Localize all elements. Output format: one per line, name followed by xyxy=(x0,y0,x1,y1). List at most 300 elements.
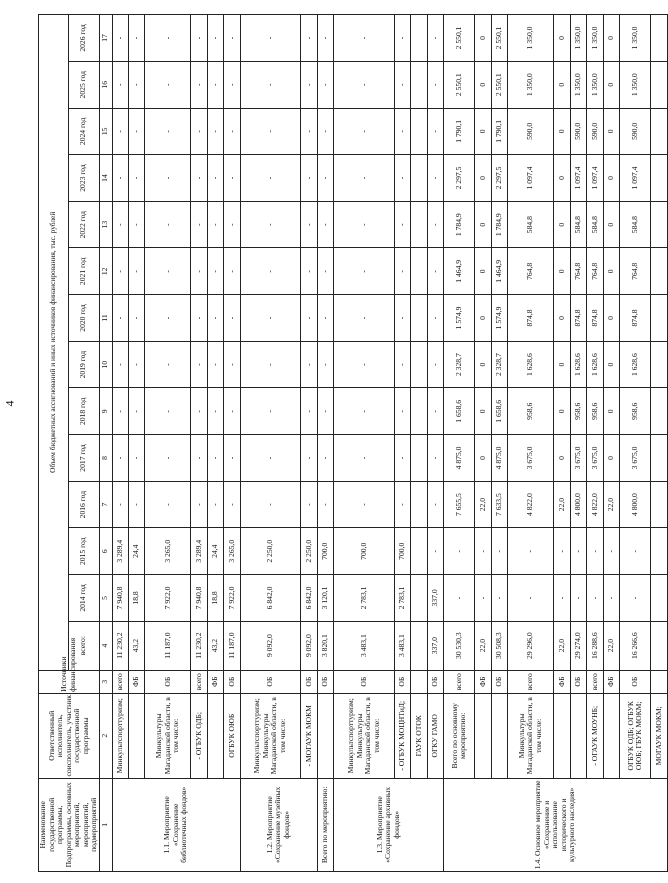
value-cell: - xyxy=(475,575,491,622)
source-cell: ОБ xyxy=(301,670,317,693)
value-cell: 0 xyxy=(603,248,619,295)
value-cell: - xyxy=(394,201,410,248)
value-cell: 2 328,7 xyxy=(491,341,507,388)
value-cell: - xyxy=(334,341,395,388)
value-cell: 2 783,1 xyxy=(394,575,410,622)
value-cell: - xyxy=(145,61,191,108)
value-cell: - xyxy=(145,15,191,62)
value-cell: - xyxy=(394,481,410,528)
value-cell xyxy=(651,575,668,622)
value-cell: - xyxy=(301,388,317,435)
value-cell: - xyxy=(240,201,301,248)
value-cell: 0 xyxy=(554,435,570,482)
value-cell: - xyxy=(112,108,128,155)
value-cell: - xyxy=(224,248,240,295)
value-cell: - xyxy=(145,341,191,388)
value-cell: 1 350,0 xyxy=(508,61,554,108)
value-cell xyxy=(651,481,668,528)
value-cell: - xyxy=(427,388,443,435)
executor-cell: ОГКУ ГАМО xyxy=(427,693,443,778)
value-cell: - xyxy=(427,155,443,202)
value-cell: - xyxy=(240,388,301,435)
column-index: 9 xyxy=(99,388,112,435)
value-cell: - xyxy=(191,15,207,62)
executor-cell: - ОГАУК МОУНБ; xyxy=(587,693,603,778)
value-cell: - xyxy=(317,481,333,528)
table-row xyxy=(491,15,507,872)
value-cell: - xyxy=(301,201,317,248)
value-cell: - xyxy=(427,341,443,388)
value-cell: 43,2 xyxy=(207,621,223,670)
value-cell: - xyxy=(570,575,586,622)
value-cell: 1 350,0 xyxy=(570,61,586,108)
value-cell: - xyxy=(112,248,128,295)
source-cell: ФБ xyxy=(475,670,491,693)
executor-cell: Минкультспорттуризм; xyxy=(112,693,128,778)
value-cell: 0 xyxy=(554,295,570,342)
value-cell: - xyxy=(240,248,301,295)
value-cell: - xyxy=(301,108,317,155)
column-index: 17 xyxy=(99,15,112,62)
column-index: 6 xyxy=(99,528,112,575)
value-cell: - xyxy=(191,61,207,108)
value-cell: - xyxy=(619,528,650,575)
value-cell: 29 274,0 xyxy=(570,621,586,670)
value-cell: 0 xyxy=(603,388,619,435)
value-cell xyxy=(651,341,668,388)
table-row xyxy=(145,15,191,872)
executor-cell: ОГБУК ОДБ; ОГБУК ОЮБ; ГБУК МОКМ; xyxy=(619,693,650,778)
value-cell: 43,2 xyxy=(128,621,144,670)
value-cell: - xyxy=(191,295,207,342)
source-cell: всего xyxy=(112,670,128,693)
value-cell: - xyxy=(207,435,223,482)
value-cell: - xyxy=(444,575,475,622)
column-index: 13 xyxy=(99,201,112,248)
value-cell: 1 790,1 xyxy=(444,108,475,155)
executor-cell xyxy=(317,693,333,778)
value-cell: - xyxy=(224,341,240,388)
value-cell: 2 250,0 xyxy=(301,528,317,575)
value-cell: - xyxy=(224,295,240,342)
value-cell: - xyxy=(207,481,223,528)
value-cell: 0 xyxy=(475,295,491,342)
value-cell: 958,6 xyxy=(587,388,603,435)
value-cell: - xyxy=(334,201,395,248)
value-cell: 584,8 xyxy=(587,201,603,248)
value-cell: 764,8 xyxy=(587,248,603,295)
value-cell: - xyxy=(191,435,207,482)
table-row xyxy=(317,15,333,872)
executor-cell xyxy=(475,693,491,778)
value-cell: 0 xyxy=(475,388,491,435)
value-cell: 0 xyxy=(554,15,570,62)
value-cell: 874,8 xyxy=(570,295,586,342)
value-cell: - xyxy=(128,108,144,155)
value-cell: 0 xyxy=(554,201,570,248)
value-cell xyxy=(651,155,668,202)
value-cell: - xyxy=(427,295,443,342)
header-name: Наименование государственной программы, Подпрограммы, основных мероприятий, мероприятий, подмероприятий xyxy=(39,778,100,871)
value-cell: - xyxy=(427,528,443,575)
table-row xyxy=(554,15,570,872)
section-name: 1.3. Мероприятие «Сохранение архивных фондов» xyxy=(334,778,444,871)
value-cell: - xyxy=(145,295,191,342)
value-cell: - xyxy=(334,15,395,62)
value-cell: 337,0 xyxy=(427,621,443,670)
value-cell: 0 xyxy=(603,155,619,202)
source-cell: всего xyxy=(444,670,475,693)
header-year: 2022 год xyxy=(68,201,99,248)
header-year: всего: xyxy=(68,621,99,670)
value-cell: 584,8 xyxy=(570,201,586,248)
value-cell xyxy=(651,248,668,295)
value-cell: 0 xyxy=(475,61,491,108)
value-cell: 0 xyxy=(475,15,491,62)
executor-cell: Минкультуры Магаданской области, в том числе: xyxy=(145,693,191,778)
value-cell: 18,8 xyxy=(128,575,144,622)
column-index: 2 xyxy=(99,693,112,778)
value-cell: - xyxy=(334,155,395,202)
table-row xyxy=(603,15,619,872)
value-cell: - xyxy=(334,248,395,295)
value-cell xyxy=(411,575,427,622)
value-cell: - xyxy=(334,108,395,155)
value-cell xyxy=(651,108,668,155)
column-index: 4 xyxy=(99,621,112,670)
value-cell: 0 xyxy=(475,108,491,155)
value-cell: - xyxy=(191,341,207,388)
section-name: Всего по мероприятию: xyxy=(317,778,333,871)
value-cell: 3 675,0 xyxy=(570,435,586,482)
value-cell: - xyxy=(112,201,128,248)
executor-cell xyxy=(128,693,144,778)
value-cell: 700,0 xyxy=(394,528,410,575)
value-cell: - xyxy=(128,341,144,388)
value-cell: 1 350,0 xyxy=(570,15,586,62)
value-cell: 0 xyxy=(554,155,570,202)
value-cell: 16 266,6 xyxy=(619,621,650,670)
value-cell: - xyxy=(112,295,128,342)
value-cell: - xyxy=(301,341,317,388)
value-cell xyxy=(411,435,427,482)
value-cell: - xyxy=(301,481,317,528)
value-cell: 11 187,0 xyxy=(145,621,191,670)
value-cell: 2 297,5 xyxy=(491,155,507,202)
value-cell: 16 288,6 xyxy=(587,621,603,670)
value-cell: - xyxy=(301,248,317,295)
value-cell: - xyxy=(112,61,128,108)
value-cell: - xyxy=(317,388,333,435)
value-cell: 764,8 xyxy=(619,248,650,295)
value-cell: - xyxy=(191,481,207,528)
value-cell: - xyxy=(317,435,333,482)
executor-cell: - ОГБУК МОЦНТиД; xyxy=(394,693,410,778)
value-cell: 0 xyxy=(603,435,619,482)
value-cell: - xyxy=(207,61,223,108)
value-cell: - xyxy=(491,575,507,622)
value-cell: - xyxy=(394,155,410,202)
value-cell: 0 xyxy=(603,295,619,342)
value-cell: - xyxy=(128,15,144,62)
value-cell: 1 350,0 xyxy=(619,61,650,108)
value-cell: - xyxy=(145,201,191,248)
source-cell: ОБ xyxy=(334,670,395,693)
executor-cell: Всего по основному мероприятию: xyxy=(444,693,475,778)
value-cell: 1 350,0 xyxy=(508,15,554,62)
value-cell: 3 289,4 xyxy=(191,528,207,575)
column-index: 5 xyxy=(99,575,112,622)
value-cell: - xyxy=(317,108,333,155)
column-index: 10 xyxy=(99,341,112,388)
table-row xyxy=(570,15,586,872)
value-cell: 30 530,3 xyxy=(444,621,475,670)
value-cell: 3 483,1 xyxy=(334,621,395,670)
value-cell: 0 xyxy=(554,388,570,435)
value-cell: - xyxy=(508,575,554,622)
header-year: 2023 год xyxy=(68,155,99,202)
value-cell: - xyxy=(112,481,128,528)
value-cell: 4 822,0 xyxy=(508,481,554,528)
column-index: 8 xyxy=(99,435,112,482)
value-cell: - xyxy=(191,201,207,248)
value-cell xyxy=(651,201,668,248)
value-cell: - xyxy=(508,528,554,575)
value-cell: 7 633,5 xyxy=(491,481,507,528)
table-row xyxy=(651,15,668,872)
value-cell: 24,4 xyxy=(128,528,144,575)
value-cell xyxy=(411,621,427,670)
executor-cell xyxy=(554,693,570,778)
value-cell: 3 820,1 xyxy=(317,621,333,670)
value-cell: - xyxy=(207,201,223,248)
value-cell: - xyxy=(240,295,301,342)
section-name: 1.1. Мероприятие «Сохранение библиотечных фондов» xyxy=(112,778,240,871)
value-cell: - xyxy=(224,61,240,108)
value-cell: - xyxy=(224,15,240,62)
value-cell: 764,8 xyxy=(508,248,554,295)
value-cell: 11 187,0 xyxy=(224,621,240,670)
value-cell: 0 xyxy=(554,61,570,108)
value-cell: - xyxy=(224,201,240,248)
value-cell: 3 265,0 xyxy=(224,528,240,575)
table-row xyxy=(112,15,128,872)
table-row xyxy=(224,15,240,872)
header-source: Источники финансирования xyxy=(39,670,100,693)
value-cell: 7 940,8 xyxy=(112,575,128,622)
value-cell xyxy=(411,388,427,435)
value-cell: 337,0 xyxy=(427,575,443,622)
value-cell: 6 842,0 xyxy=(301,575,317,622)
value-cell: 1 574,9 xyxy=(491,295,507,342)
value-cell: 590,0 xyxy=(508,108,554,155)
value-cell: - xyxy=(317,341,333,388)
value-cell xyxy=(411,481,427,528)
value-cell: - xyxy=(145,108,191,155)
executor-cell: ГАУК ОТОК xyxy=(411,693,427,778)
value-cell: 7 922,0 xyxy=(145,575,191,622)
value-cell: - xyxy=(554,528,570,575)
value-cell: 584,8 xyxy=(508,201,554,248)
executor-cell: ОГБУК ОЮБ xyxy=(224,693,240,778)
value-cell: - xyxy=(112,155,128,202)
table-row xyxy=(619,15,650,872)
value-cell: 2 550,1 xyxy=(491,15,507,62)
value-cell: - xyxy=(112,388,128,435)
value-cell: - xyxy=(603,528,619,575)
value-cell: 1 097,4 xyxy=(619,155,650,202)
value-cell: - xyxy=(145,155,191,202)
value-cell: 0 xyxy=(603,108,619,155)
value-cell: 1 464,9 xyxy=(444,248,475,295)
executor-cell: - МОГАУК МОКМ xyxy=(301,693,317,778)
section-name: 1.4. Основное мероприятие «Сохранение и использование исторического и культурного наследия» xyxy=(444,778,668,871)
value-cell xyxy=(651,295,668,342)
column-index: 16 xyxy=(99,61,112,108)
source-cell xyxy=(651,670,668,693)
value-cell xyxy=(411,295,427,342)
value-cell: - xyxy=(128,61,144,108)
value-cell: 3 289,4 xyxy=(112,528,128,575)
executor-cell xyxy=(207,693,223,778)
header-year: 2025 год xyxy=(68,61,99,108)
header-year: 2019 год xyxy=(68,341,99,388)
value-cell xyxy=(411,201,427,248)
value-cell xyxy=(651,388,668,435)
value-cell: 4 822,0 xyxy=(587,481,603,528)
value-cell: - xyxy=(145,388,191,435)
executor-cell xyxy=(603,693,619,778)
value-cell: 0 xyxy=(554,248,570,295)
column-index: 1 xyxy=(99,778,112,871)
value-cell: 3 483,1 xyxy=(394,621,410,670)
value-cell: 0 xyxy=(475,435,491,482)
column-index: 11 xyxy=(99,295,112,342)
source-cell: ОБ xyxy=(427,670,443,693)
value-cell: - xyxy=(427,61,443,108)
value-cell: 7 922,0 xyxy=(224,575,240,622)
value-cell: - xyxy=(128,388,144,435)
table-row xyxy=(207,15,223,872)
value-cell: 24,4 xyxy=(207,528,223,575)
table-row xyxy=(475,15,491,872)
table-row xyxy=(394,15,410,872)
column-index: 12 xyxy=(99,248,112,295)
value-cell: 22,0 xyxy=(475,481,491,528)
source-cell: ОБ xyxy=(619,670,650,693)
section-name: 1.2. Мероприятие «Сохранение музейных фондов» xyxy=(240,778,317,871)
value-cell: - xyxy=(317,15,333,62)
header-year: 2016 год xyxy=(68,481,99,528)
value-cell: - xyxy=(240,61,301,108)
value-cell: 0 xyxy=(603,201,619,248)
value-cell: - xyxy=(444,528,475,575)
source-cell: ОБ xyxy=(394,670,410,693)
table-row xyxy=(427,15,443,872)
executor-cell xyxy=(491,693,507,778)
table-body xyxy=(112,15,667,872)
value-cell: 874,8 xyxy=(619,295,650,342)
value-cell: - xyxy=(394,435,410,482)
value-cell: - xyxy=(394,248,410,295)
value-cell: 1 790,1 xyxy=(491,108,507,155)
value-cell: - xyxy=(145,248,191,295)
value-cell: - xyxy=(334,295,395,342)
value-cell: 3 120,1 xyxy=(317,575,333,622)
value-cell: 1 628,6 xyxy=(508,341,554,388)
value-cell: 6 842,0 xyxy=(240,575,301,622)
value-cell: - xyxy=(394,388,410,435)
value-cell: - xyxy=(334,435,395,482)
table-row xyxy=(240,15,301,872)
column-index: 14 xyxy=(99,155,112,202)
value-cell: 1 628,6 xyxy=(587,341,603,388)
value-cell: 958,6 xyxy=(570,388,586,435)
table-row xyxy=(411,15,427,872)
value-cell: - xyxy=(224,435,240,482)
value-cell: - xyxy=(240,341,301,388)
value-cell: - xyxy=(301,155,317,202)
header-executor: Ответственный исполнитель, соисполнитель, участник государственной программы xyxy=(39,693,100,778)
value-cell: 958,6 xyxy=(508,388,554,435)
header-year: 2014 год xyxy=(68,575,99,622)
header-row-index xyxy=(99,15,112,872)
value-cell: - xyxy=(240,435,301,482)
value-cell: 0 xyxy=(554,108,570,155)
value-cell: 11 230,2 xyxy=(191,621,207,670)
value-cell: - xyxy=(128,155,144,202)
executor-cell xyxy=(570,693,586,778)
value-cell: - xyxy=(112,15,128,62)
executor-cell: - ОГБУК ОДБ; xyxy=(191,693,207,778)
value-cell: - xyxy=(301,61,317,108)
value-cell: 2 297,5 xyxy=(444,155,475,202)
executor-cell: Минкультспорттуризм; Минкультуры Магаданской области, в том числе: xyxy=(240,693,301,778)
header-year: 2015 год xyxy=(68,528,99,575)
value-cell xyxy=(651,528,668,575)
value-cell: 958,6 xyxy=(619,388,650,435)
value-cell: - xyxy=(619,575,650,622)
value-cell: 22,0 xyxy=(603,481,619,528)
value-cell: - xyxy=(394,61,410,108)
value-cell: 1 628,6 xyxy=(619,341,650,388)
value-cell: 1 097,4 xyxy=(587,155,603,202)
value-cell: - xyxy=(128,435,144,482)
table-row xyxy=(128,15,144,872)
value-cell: - xyxy=(128,481,144,528)
source-cell: ОБ xyxy=(317,670,333,693)
value-cell: - xyxy=(301,435,317,482)
value-cell: 1 574,9 xyxy=(444,295,475,342)
value-cell xyxy=(411,15,427,62)
value-cell: - xyxy=(145,435,191,482)
value-cell: - xyxy=(427,435,443,482)
value-cell: 22,0 xyxy=(554,621,570,670)
value-cell: - xyxy=(587,575,603,622)
value-cell: 9 092,0 xyxy=(240,621,301,670)
value-cell xyxy=(651,61,668,108)
value-cell xyxy=(651,15,668,62)
value-cell: - xyxy=(128,248,144,295)
value-cell xyxy=(411,108,427,155)
value-cell: - xyxy=(240,108,301,155)
value-cell: 764,8 xyxy=(570,248,586,295)
value-cell xyxy=(651,435,668,482)
table-row xyxy=(191,15,207,872)
value-cell: 874,8 xyxy=(508,295,554,342)
value-cell: - xyxy=(317,61,333,108)
value-cell xyxy=(411,528,427,575)
